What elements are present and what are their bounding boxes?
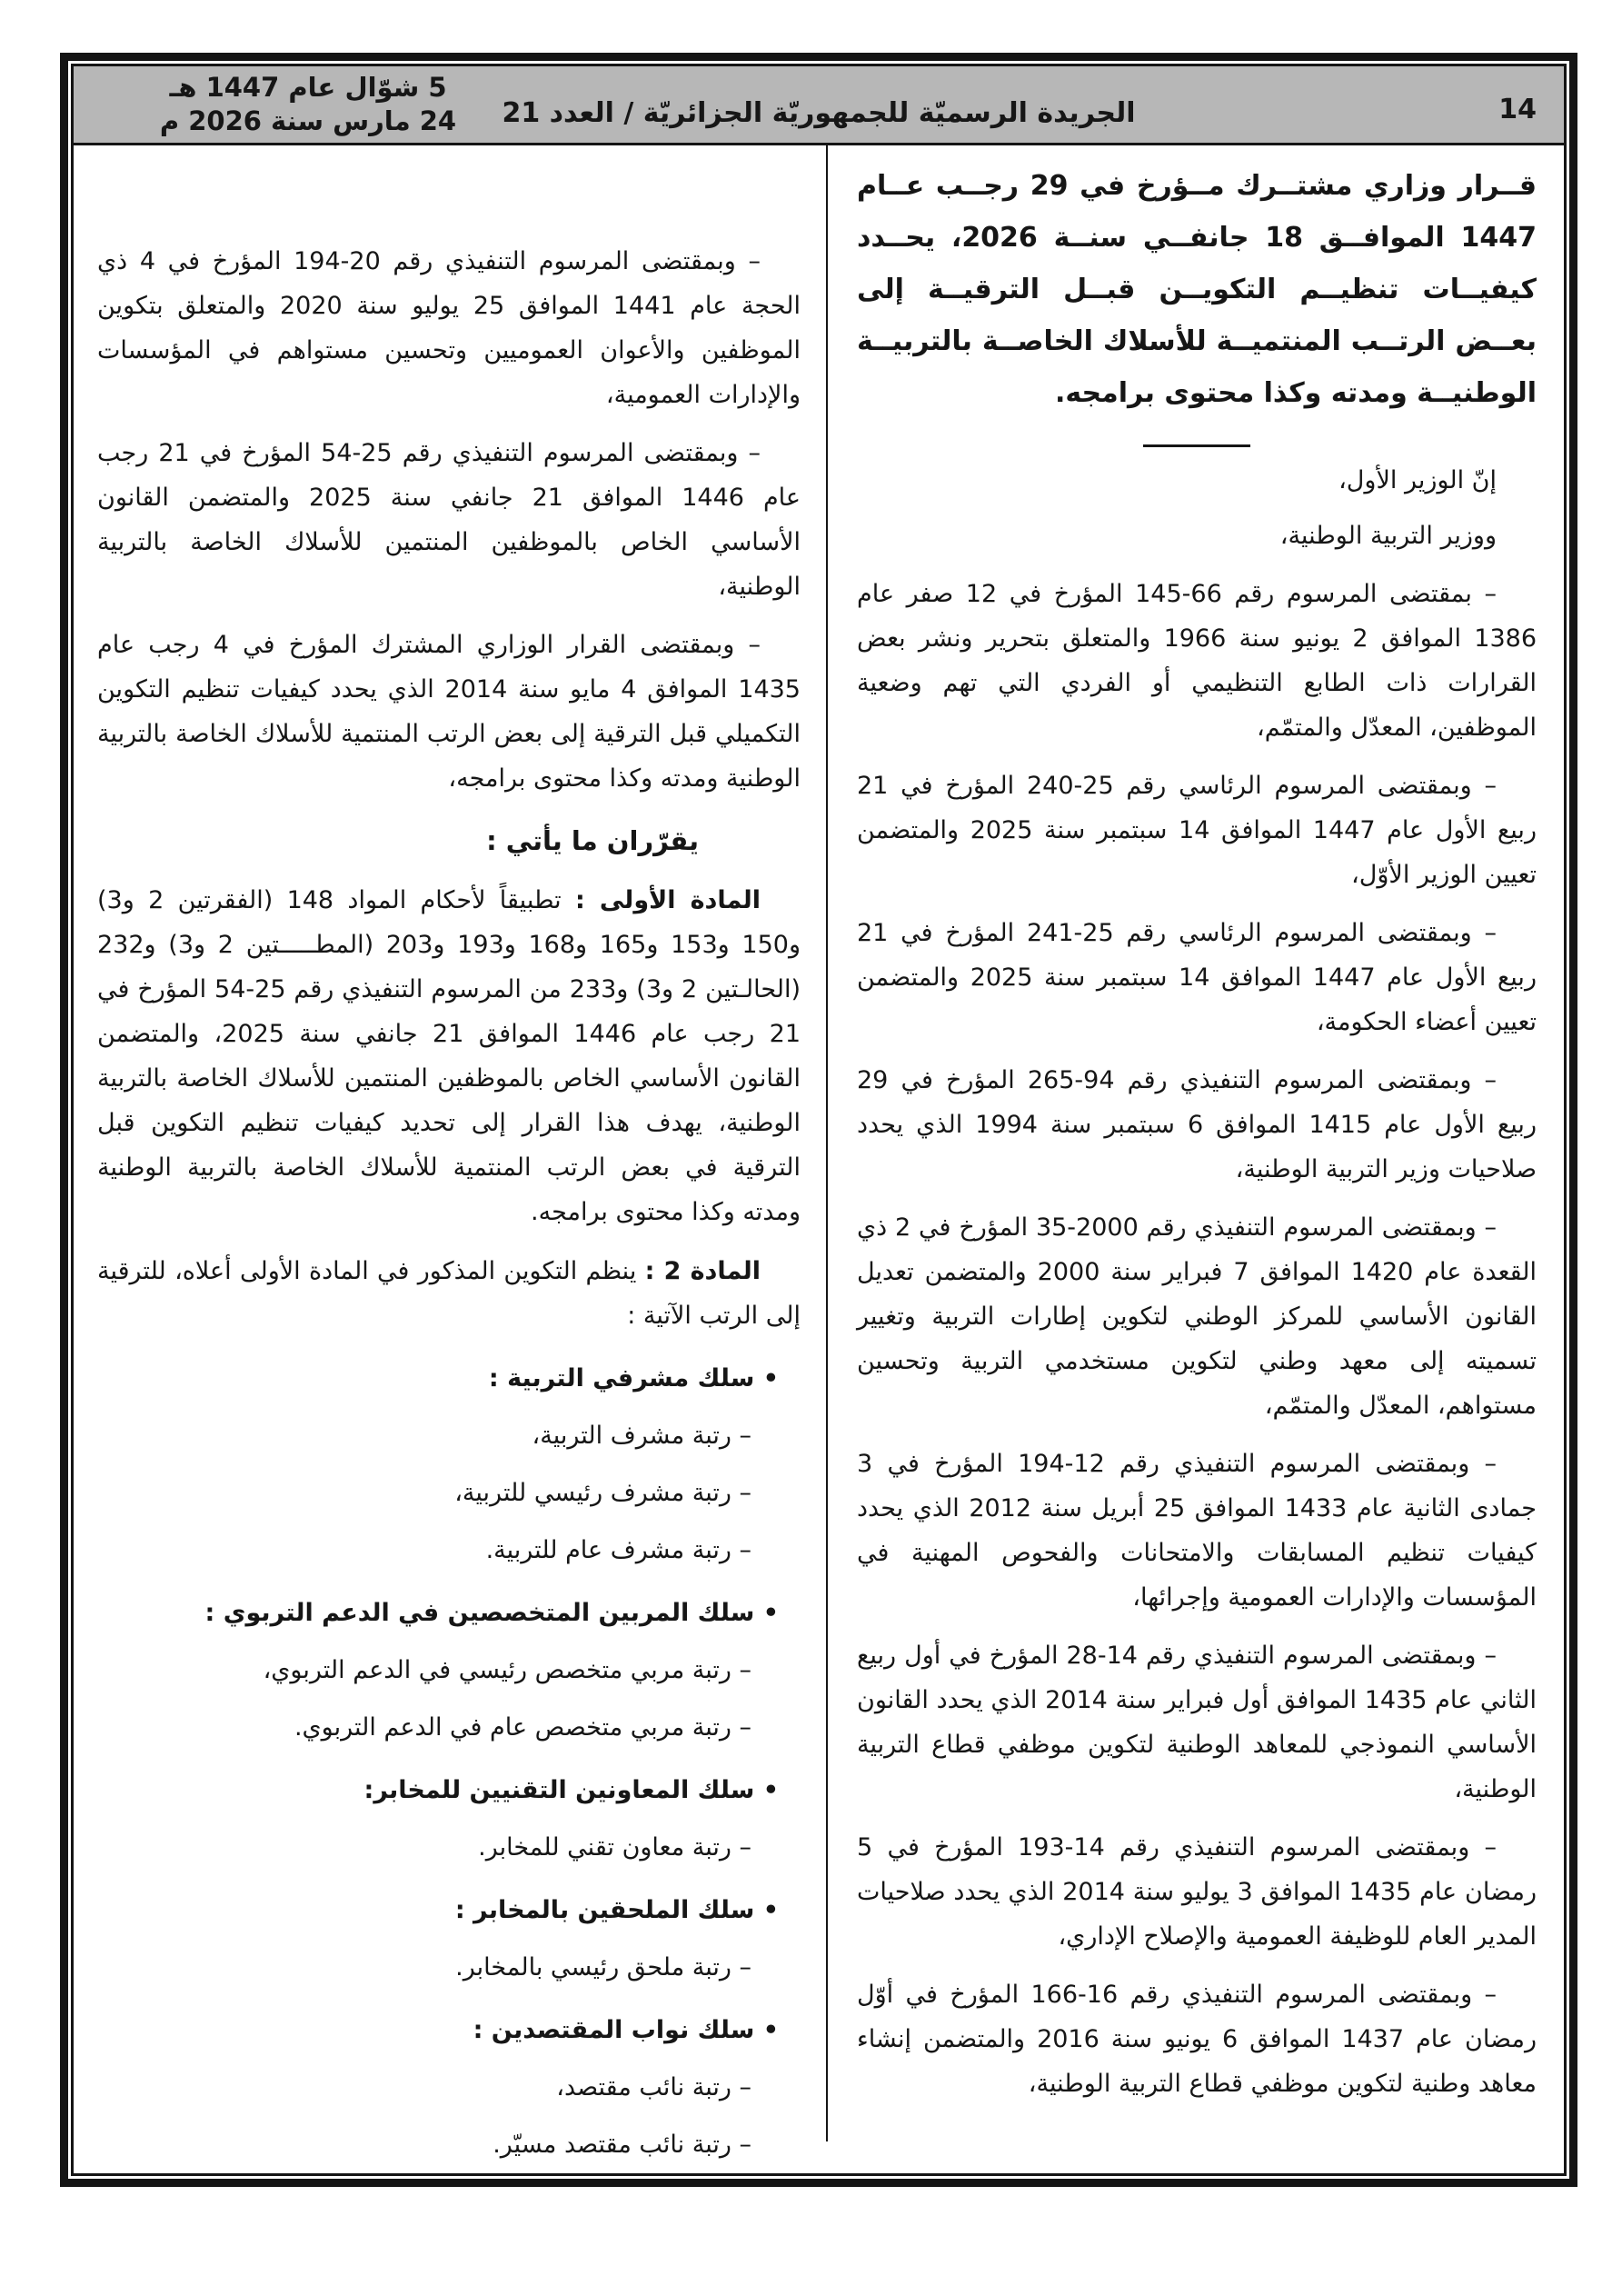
corps-heading: • سلك المربين المتخصصين في الدعم التربوي : [204, 1599, 779, 1627]
column-right [826, 145, 1564, 2141]
date-gregorian: 24 مارس سنة 2026 م [159, 105, 457, 136]
journal-title: الجريدة الرسميّة للجمهوريّة الجزائريّة / العدد 21 [502, 97, 1136, 129]
legal-reference: – وبمقتضى المرسوم التنفيذي رقم 20‏-‏194 المؤرخ في 4 ذي الحجة عام 1441 الموافق 25 يوليو سنة 2020 والمتعلق بتكوين الموظفين والأعوان العموميين وتحسين مستواهم في المؤسسات والإدارات العمومية، [97, 247, 801, 409]
legal-reference: – وبمقتضى المرسوم التنفيذي رقم 14‏-‏28 المؤرخ في أول ربيع الثاني عام 1435 الموافق أول فبراير سنة 2014 الذي يحدد القانون الأساسي النموذجي للمعاهد الوطنية لتكوين موظفي قطاع التربية الوطنية، [857, 1642, 1537, 1803]
corps-heading: • سلك المعاونين التقنيين للمخابر: [363, 1776, 779, 1804]
legal-reference: – وبمقتضى المرسوم التنفيذي رقم 14‏-‏193 المؤرخ في 5 رمضان عام 1435 الموافق 3 يوليو سنة 2014 الذي يحدد صلاحيات المدير العام للوظيفة العمومية والإصلاح الإداري، [857, 1833, 1537, 1951]
corps-heading: • سلك نواب المقتصدين : [473, 2016, 779, 2044]
legal-reference: – وبمقتضى المرسوم التنفيذي رقم 2000‏-‏35 المؤرخ في 2 ذي القعدة عام 1420 الموافق 7 فبراير سنة 2000 والمتضمن تعديل القانون الأساسي للمركز الوطني لتكوين إطارات التربية وتغيير تسميته إلى معهد وطني لتكوين مستخدمي التربية وتحسين مستواهم، المعدّل والمتمّم، [857, 1213, 1537, 1420]
article-1-text: تطبيقاً لأحكام المواد 148 (الفقرتين 2 و3) و150 و153 و165 و168 و193 و203 (المطـــــتين 2 و3) و232 (الحالـتين 2 و3) و233 من المرسوم التنفيذي رقم 25‏-‏54 المؤرخ في 21 رجب عام 1446 الموافق 21 جانفي سنة 2025، والمتضمن القانون الأساسي الخاص بالموظفين المنتمين للأسلاك الخاصة بالتربية الوطنية، يهدف هذا القرار إلى تحديد كيفيات تنظيم التكوين قبل الترقية في بعض الرتب المنتمية للأسلاك الخاصة بالتربية الوطنية ومدته وكذا محتوى برامجه. [97, 886, 801, 1226]
rank-item: – رتبة مربي متخصص رئيسي في الدعم التربوي، [263, 1656, 751, 1684]
rank-item: – رتبة معاون تقني للمخابر. [478, 1833, 751, 1862]
rank-item: – رتبة مشرف رئيسي للتربية، [454, 1479, 751, 1507]
rank-item: – رتبة نائب مقتصد، [556, 2073, 751, 2101]
corps-heading: • سلك الملحقين بالمخابر : [454, 1896, 779, 1924]
title-separator [1143, 444, 1250, 447]
legal-reference: – وبمقتضى المرسوم التنفيذي رقم 25‏-‏54 المؤرخ في 21 رجب عام 1446 الموافق 21 جانفي سنة 2025 والمتضمن القانون الأساسي الخاص بالموظفين المنتمين للأسلاك الخاصة بالتربية الوطنية، [97, 439, 801, 601]
legal-reference: – وبمقتضى المرسوم الرئاسي رقم 25‏-‏241 المؤرخ في 21 ربيع الأول عام 1447 الموافق 14 سبتمبر سنة 2025 والمتضمن تعيين أعضاء الحكومة، [857, 919, 1537, 1036]
rank-item: – رتبة مشرف التربية، [532, 1422, 751, 1450]
intro-line: إنّ الوزير الأول، [1338, 466, 1497, 494]
content-columns [74, 145, 1564, 2159]
intro-line: ووزير التربية الوطنية، [1279, 522, 1497, 550]
page-frame [60, 53, 1577, 2187]
page-inner-frame [71, 64, 1567, 2176]
rank-item: – رتبة نائب مقتصد مسيّر. [493, 2131, 751, 2159]
article-2-text: ينظم التكوين المذكور في المادة الأولى أعلاه، للترقية إلى الرتب الآتية : [97, 1257, 801, 1330]
article-2 [97, 1249, 801, 1338]
date-hijri: 5 شوّال عام 1447 هـ [169, 72, 447, 103]
enactment-heading: يقرّران ما يأتي : [486, 825, 699, 856]
legal-reference: – وبمقتضى المرسوم التنفيذي رقم 94‏-‏265 المؤرخ في 29 ربيع الأول عام 1415 الموافق 6 سبتمبر سنة 1994 الذي يحدد صلاحيات وزير التربية الوطنية، [857, 1066, 1537, 1183]
article-2-label: المادة 2 : [644, 1257, 761, 1285]
legal-reference: – وبمقتضى المرسوم التنفيذي رقم 16‏-‏166 المؤرخ في أوّل رمضان عام 1437 الموافق 6 يونيو سنة 2016 والمتضمن إنشاء معاهد وطنية لتكوين موظفي قطاع التربية الوطنية، [857, 1981, 1537, 2098]
page-header [74, 66, 1564, 145]
rank-item: – رتبة مربي متخصص عام في الدعم التربوي. [294, 1713, 751, 1742]
legal-reference: – وبمقتضى المرسوم التنفيذي رقم 12‏-‏194 المؤرخ في 3 جمادى الثانية عام 1433 الموافق 25 أبريل سنة 2012 الذي يحدد كيفيات تنظيم المسابقات والامتحانات والفحوص المهنية في المؤسسات والإدارات العمومية وإجرائها، [857, 1450, 1537, 1612]
legal-reference: – بمقتضى المرسوم رقم 66‏-‏145 المؤرخ في 12 صفر عام 1386 الموافق 2 يونيو سنة 1966 والمتعلق بتحرير ونشر بعض القرارات ذات الطابع التنظيمي أو الفردي التي تهم وضعية الموظفين، المعدّل والمتمّم، [857, 580, 1537, 742]
rank-item: – رتبة مشرف عام للتربية. [485, 1536, 751, 1564]
legal-reference: – وبمقتضى المرسوم الرئاسي رقم 25‏-‏240 المؤرخ في 21 ربيع الأول عام 1447 الموافق 14 سبتمبر سنة 2025 والمتضمن تعيين الوزير الأوّل، [857, 772, 1537, 889]
page-number: 14 [1498, 94, 1537, 125]
decree-title: قــرار وزاري مشتــرك مــؤرخ في 29 رجــب عــام 1447 الموافــق 18 جانفــي سنــة 2026، يحــدد كيفيــات تنظيــم التكويــن قبــل الترقيــة إلى بعــض الرتــب المنتميــة للأسلاك الخاصــة بالتربيــة الوطنيــة ومدته وكذا محتوى برامجه. [857, 170, 1537, 409]
article-1-label: المادة الأولى : [574, 886, 761, 914]
rank-item: – رتبة ملحق رئيسي بالمخابر. [455, 1953, 751, 1982]
legal-reference: – وبمقتضى القرار الوزاري المشترك المؤرخ في 4 رجب عام 1435 الموافق 4 مايو سنة 2014 الذي يحدد كيفيات تنظيم التكوين التكميلي قبل الترقية إلى بعض الرتب المنتمية للأسلاك الخاصة بالتربية الوطنية ومدته وكذا محتوى برامجه، [97, 631, 801, 793]
corps-heading: • سلك مشرفي التربية : [488, 1364, 779, 1393]
article-1 [97, 878, 801, 1234]
column-left [74, 145, 826, 2159]
